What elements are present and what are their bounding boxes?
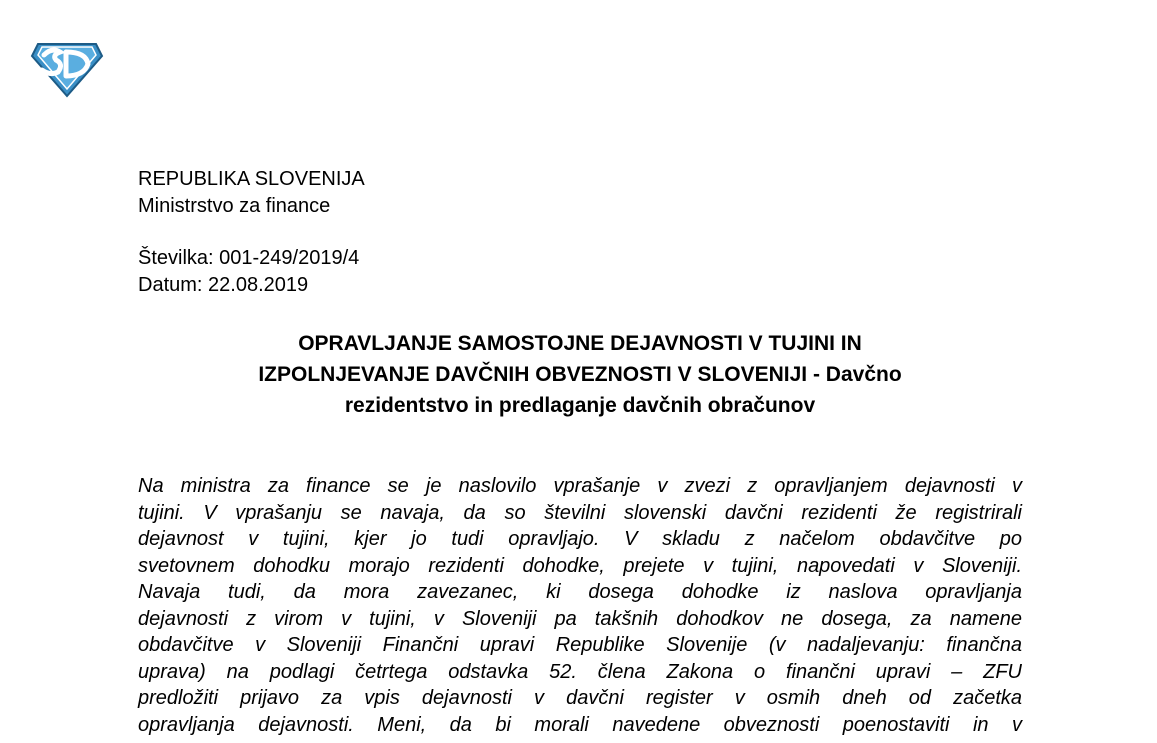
body-paragraph (138, 473, 1022, 738)
body-line: Na ministra za finance se je naslovilo vprašanje v zvezi z opravljanjem dejavnosti v (138, 475, 1022, 497)
republic-name: REPUBLIKA SLOVENIJA (138, 168, 365, 190)
body-line: obdavčitve v Sloveniji Finančni upravi Republike Slovenije (v nadaljevanju: finančna (138, 634, 1022, 656)
sd-diamond-logo (30, 38, 104, 98)
logo-icon (30, 38, 104, 98)
body-line: uprava) na podlagi četrtega odstavka 52. člena Zakona o finančni upravi – ZFU (138, 660, 1022, 683)
ministry-name: Ministrstvo za finance (138, 195, 331, 217)
title-line: rezidentstvo in predlaganje davčnih obračunov (344, 394, 816, 417)
document-date: Datum: 22.08.2019 (138, 274, 309, 296)
document-number: Številka: 001-249/2019/4 (138, 247, 360, 269)
title-line: IZPOLNJEVANJE DAVČNIH OBVEZNOSTI V SLOVENIJI - Davčno (258, 363, 902, 386)
body-line: opravljanja dejavnosti. Meni, da bi morali navedene obveznosti poenostaviti in v (138, 713, 1022, 736)
body-line: tujini. V vprašanju se navaja, da so številni slovenski davčni rezidenti že registrirali (138, 501, 1022, 524)
institution-header (138, 166, 365, 220)
body-line: dejavnosti z virom v tujini, v Sloveniji pa takšnih dohodkov ne dosega, za namene (138, 607, 1022, 630)
body-line: svetovnem dohodku morajo rezidenti dohodke, prejete v tujini, napovedati v Sloveniji. (138, 554, 1022, 577)
document-title (138, 328, 1022, 421)
body-line: dejavnost v tujini, kjer jo tudi opravljajo. V skladu z načelom obdavčitve po (138, 528, 1022, 550)
body-line: predložiti prijavo za vpis dejavnosti v davčni register v osmih dneh od začetka (138, 687, 1022, 709)
body-line: Navaja tudi, da mora zavezanec, ki dosega dohodke iz naslova opravljanja (138, 581, 1022, 603)
document-meta (138, 245, 359, 299)
title-line: OPRAVLJANJE SAMOSTOJNE DEJAVNOSTI V TUJINI IN (298, 332, 862, 355)
